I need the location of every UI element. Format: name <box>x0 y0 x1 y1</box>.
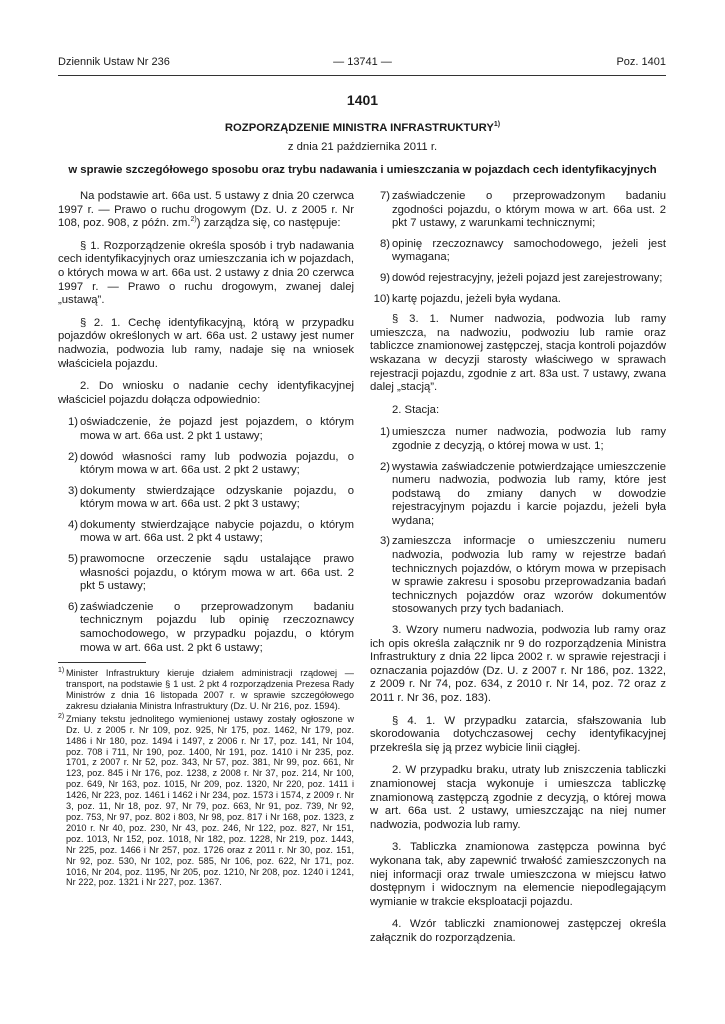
list-item-text: zamieszcza informacje o umieszczeniu numeru nadwozia, podwozia lub ramy w rejestrze badań technicznych pojazdów, o którym mowa w przepisach w sprawie zakresu i sposobu przeprowadzania badań technicznych pojazdów oraz wzorów dokumentów stosowanych przy tych badaniach. <box>392 535 666 616</box>
list-item-text: dokumenty stwierdzające odzyskanie pojazdu, o którym mowa w art. 66a ust. 2 pkt 3 ustawy; <box>80 484 354 511</box>
list-item <box>370 461 666 529</box>
list-item <box>370 426 666 453</box>
attachment-list <box>58 416 354 655</box>
section-4-par-4: 4. Wzór tabliczki znamionowej zastępczej określa załącznik do rozporządzenia. <box>370 918 666 944</box>
footnote-text: Zmiany tekstu jednolitego wymienionej ustawy zostały ogłoszone w Dz. U. z 2005 r. Nr 109, poz. 925, Nr 175, poz. 1462, Nr 179, poz. 1486 i Nr 180, poz. 1494 i 1497, z 2006 r. Nr 17, poz. 141, Nr 104, poz. 708 i 711, Nr 190, poz. 1400, Nr 191, poz. 1410 i Nr 235, poz. 1701, z 2007 r. Nr 52, poz. 343, Nr 57, poz. 381, Nr 99, poz. 661, Nr 123, poz. 845 i Nr 176, poz. 1238, z 2008 r. Nr 37, poz. 214, Nr 100, poz. 649, Nr 163, poz. 1015, Nr 209, poz. 1320, Nr 220, poz. 1411 i 1426, Nr 223, poz. 1461 i 1462 i Nr 234, poz. 1573 i 1574, z 2009 r. Nr 3, poz. 11, Nr 18, poz. 97, Nr 79, poz. 663, Nr 91, poz. 739, Nr 92, poz. 753, Nr 97, poz. 802 i 803, Nr 98, poz. 817 i Nr 168, poz. 1323, z 2010 r. Nr 40, poz. 230, Nr 43, poz. 246, Nr 122, poz. 827, Nr 151, poz. 1013, Nr 152, poz. 1018, Nr 182, poz. 1228, Nr 219, poz. 1443, Nr 225, poz. 1466 i Nr 257, poz. 1726 oraz z 2011 r. Nr 30, poz. 151, Nr 92, poz. 530, Nr 102, poz. 585, Nr 106, poz. 622, Nr 171, poz. 1016, Nr 204, poz. 1195, Nr 205, poz. 1210, Nr 208, poz. 1240 i 1241, Nr 222, poz. 1321 i Nr 227, poz. 1367. <box>66 713 354 888</box>
list-item-number: 6) <box>67 600 78 613</box>
list-item-number: 3) <box>67 484 78 497</box>
list-item <box>370 535 666 617</box>
list-item <box>370 272 666 286</box>
list-item <box>370 293 666 307</box>
list-item-number: 10) <box>373 292 390 305</box>
footnote-number: 2) <box>58 712 65 720</box>
title-footnote-ref[interactable]: 1) <box>493 121 501 128</box>
list-item-number: 4) <box>67 518 78 531</box>
right-column <box>370 190 666 955</box>
list-item-text: dowód własności ramy lub podwozia pojazdu, o którym mowa w art. 66a ust. 2 pkt 2 ustawy; <box>80 450 354 477</box>
left-column <box>58 190 354 890</box>
section-1: § 1. Rozporządzenie określa sposób i tryb nadawania cech identyfikacyjnych oraz umieszczania ich w pojazdach, o których mowa w art. 66a ust. 2 ustawy z dnia 20 czerwca 1997 r. — Prawo o ruchu drogowym, zwanej dalej „ustawą”. <box>58 239 354 307</box>
list-item-text: kartę pojazdu, jeżeli była wydana. <box>392 292 561 305</box>
list-item-text: zaświadczenie o przeprowadzonym badaniu technicznym pojazdu lub opinię rzeczoznawcy samochodowego, w przypadku pojazdu, o którym mowa w art. 66a ust. 2 pkt 6 ustawy; <box>80 600 354 654</box>
list-item-number: 2) <box>67 450 78 463</box>
footnote-text: Minister Infrastruktury kieruje działem administracji rządowej — transport, na podstawie § 1 ust. 2 pkt 4 rozporządzenia Prezesa Rady Ministrów z dnia 16 listopada 2007 r. w sprawie szczegółowego zakresu działania Ministra Infrastruktury (Dz. U. Nr 216, poz. 1594). <box>66 668 354 711</box>
list-item-number: 7) <box>379 190 390 202</box>
list-item-text: dokumenty stwierdzające nabycie pojazdu, o którym mowa w art. 66a ust. 2 pkt 4 ustawy; <box>80 518 354 545</box>
list-item <box>58 451 354 478</box>
list-item-number: 9) <box>379 271 390 284</box>
list-item <box>370 238 666 265</box>
section-4-par-2: 2. W przypadku braku, utraty lub zniszczenia tabliczki znamionowej stacja wykonuje i umieszcza tabliczkę znamionową zastępczą zgodnie z decyzją, o której mowa w art. 66a ust. 2 ustawy, umieszczając na niej numer nadwozia, podwozia lub ramy. <box>370 764 666 831</box>
attachment-list-continued <box>370 190 666 306</box>
footnote-number: 1) <box>58 667 65 675</box>
position-number: Poz. 1401 <box>616 56 666 68</box>
list-item <box>58 601 354 655</box>
intro-text-b: ) zarządza się, co następuje: <box>196 217 341 230</box>
list-item-number: 3) <box>379 535 390 548</box>
title-text: ROZPORZĄDZENIE MINISTRA INFRASTRUKTURY <box>224 121 494 134</box>
document-title <box>0 121 725 134</box>
page-number: — 13741 — <box>333 56 392 68</box>
list-item-text: umieszcza numer nadwozia, podwozia lub ramy zgodnie z decyzją, o której mowa w ust. 1; <box>392 426 666 452</box>
list-item-text: opinię rzeczoznawcy samochodowego, jeżeli jest wymagana; <box>392 237 666 264</box>
document-date: z dnia 21 października 2011 r. <box>287 141 438 153</box>
journal-name: Dziennik Ustaw Nr 236 <box>58 56 170 68</box>
list-item-number: 5) <box>67 553 78 566</box>
list-item-text: zaświadczenie o przeprowadzonym badaniu zgodności pojazdu, o którym mowa w art. 66a ust. 2 pkt 7 ustawy, z warunkami technicznymi; <box>392 190 666 230</box>
list-item <box>58 519 354 546</box>
section-3-par-2: 2. Stacja: <box>392 403 440 416</box>
section-3-par-3: 3. Wzory numeru nadwozia, podwozia lub ramy oraz ich opis określa załącznik nr 9 do rozporządzenia Ministra Infrastruktury z dnia 22 lipca 2002 r. w sprawie rejestracji i oznaczania pojazdów (Dz. U. z 2007 r. Nr 186, poz. 1322, z 2009 r. Nr 74, poz. 634, z 2010 r. Nr 14, poz. 72 oraz z 2011 r. Nr 36, poz. 183). <box>370 624 666 704</box>
list-item-text: prawomocne orzeczenie sądu ustalające prawo własności pojazdu, o którym mowa w art. 66a ust. 2 pkt 5 ustawy; <box>80 553 354 593</box>
section-4-par-3: 3. Tabliczka znamionowa zastępcza powinna być wykonana tak, aby zapewnić trwałość zamieszczonych na niej informacji oraz trwale umieszczona w miejscu łatwo dostępnym i widocznym na elemencie niepodlegającym wymianie w trakcie eksploatacji pojazdu. <box>370 841 666 908</box>
document-subject: w sprawie szczegółowego sposobu oraz trybu nadawania i umieszczania w pojazdach cech identyfikacyjnych <box>68 164 657 176</box>
footnote-2 <box>58 714 354 889</box>
header-rule <box>58 75 666 76</box>
list-item <box>58 416 354 443</box>
list-item <box>370 190 666 231</box>
list-item <box>58 485 354 512</box>
section-4-par-1: § 4. 1. W przypadku zatarcia, sfałszowania lub skorodowania dotychczasowej cechy identyfikacyjnej przekreśla się ją przez wybicie linii ciągłej. <box>370 714 666 754</box>
section-2-par-2: 2. Do wniosku o nadanie cechy identyfikacyjnej właściciel pojazdu dołącza odpowiednio: <box>58 380 354 406</box>
intro-paragraph <box>58 190 354 231</box>
list-item-text: oświadczenie, że pojazd jest pojazdem, o którym mowa w art. 66a ust. 2 pkt 1 ustawy; <box>80 416 354 442</box>
section-2-par-1: § 2. 1. Cechę identyfikacyjną, którą w przypadku pojazdów określonych w art. 66a ust. 2 ustawy jest numer nadwozia, podwozia lub ramy, nadaje się na wniosek właściciela pojazdu. <box>58 316 354 370</box>
list-item-text: dowód rejestracyjny, jeżeli pojazd jest zarejestrowany; <box>392 271 663 284</box>
list-item-number: 2) <box>379 460 390 473</box>
footnote-1 <box>58 668 354 712</box>
list-item-number: 8) <box>379 237 390 250</box>
footnote-rule <box>58 662 146 663</box>
list-item-text: wystawia zaświadczenie potwierdzające umieszczenie numeru nadwozia, podwozia lub ramy, które jest podstawą do zmiany danych w dowodzie rejestracyjnym pojazdu i karcie pojazdu, jeżeli była wydana; <box>392 460 666 527</box>
document-number: 1401 <box>346 92 379 108</box>
station-duties-list <box>370 426 666 617</box>
intro-text-a: Na podstawie art. 66a ust. 5 ustawy z dnia 20 czerwca 1997 r. — Prawo o ruchu drogowym (Dz. U. z 2005 r. Nr 108, poz. 908, z późn. zm. <box>58 190 354 230</box>
section-3-par-1: § 3. 1. Numer nadwozia, podwozia lub ramy umieszcza, na nadwoziu, podwoziu lub ramie oraz tabliczce znamionowej zastępczej, stacja kontroli pojazdów wskazana w decyzji starosty właściwego w sprawach rejestracji pojazdu, zgodnie z art. 83a ust. 7 ustawy, zwana dalej „stacją”. <box>370 313 666 394</box>
list-item-number: 1) <box>67 416 78 429</box>
list-item <box>58 553 354 594</box>
intro-footnote-ref[interactable]: 2) <box>190 216 197 224</box>
list-item-number: 1) <box>379 426 390 439</box>
